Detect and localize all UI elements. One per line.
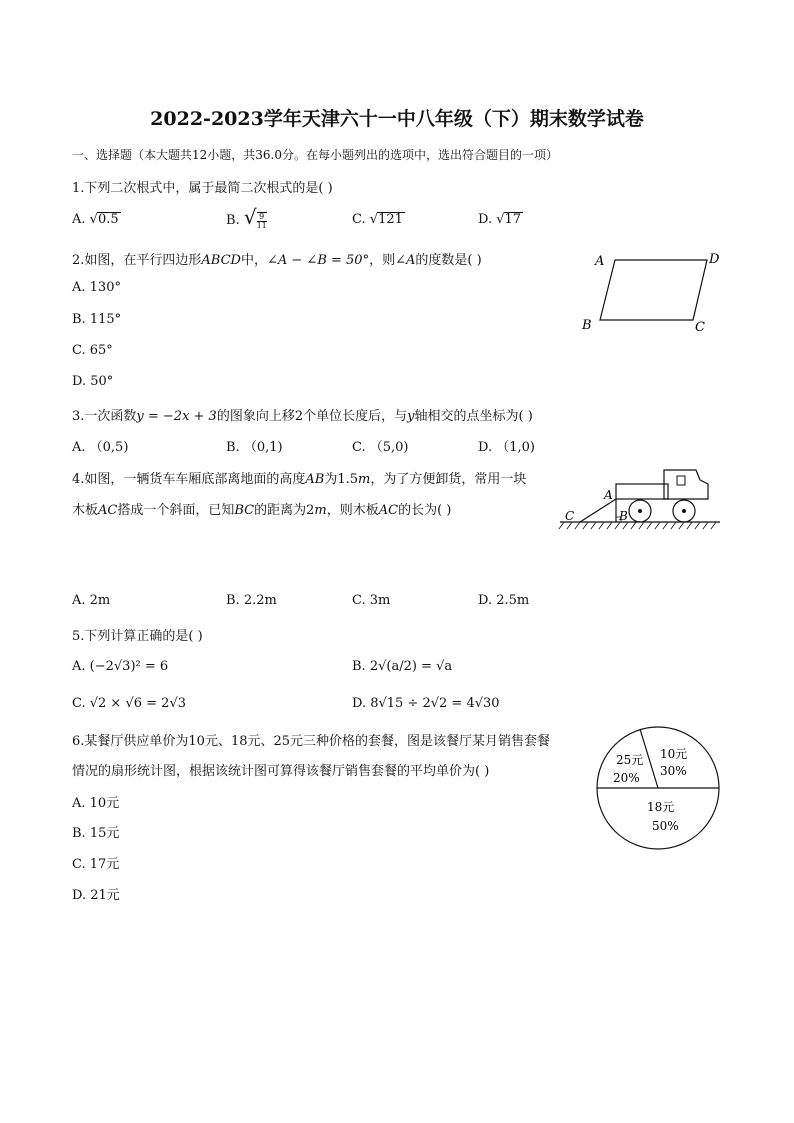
q2-option-b: B. 115° xyxy=(72,312,122,327)
section-heading: 一、选择题（本大题共12小题，共36.0分。在每小题列出的选项中，选出符合题目的一项） xyxy=(72,148,558,162)
q4-option-b: B. 2.2m xyxy=(226,593,277,608)
question-6-stem-line1: 6.某餐厅供应单价为10元、18元、25元三种价格的套餐，图是该餐厅某月销售套餐 xyxy=(72,734,551,749)
vertex-d-label: D xyxy=(709,252,720,267)
question-4-stem-line2: 木板AC搭成一个斜面，已知BC的距离为2m，则木板AC的长为( ) xyxy=(72,503,452,518)
q1-option-b: B. √ $\frac{9}{11}$ xyxy=(226,205,267,230)
slice-18-label: 18元 xyxy=(647,800,675,814)
q5-option-a: A. (−2√3)² = 6 xyxy=(72,659,169,674)
truck-ramp-figure xyxy=(558,462,723,534)
slice-10-label: 10元 xyxy=(660,747,688,761)
pie-chart-figure xyxy=(594,724,724,854)
q6-option-a: A. 10元 xyxy=(72,796,120,811)
q4-option-d: D. 2.5m xyxy=(478,593,530,608)
q3-option-b: B. （0,1) xyxy=(226,440,283,455)
q2-option-d: D. 50° xyxy=(72,374,114,389)
point-b-label: B xyxy=(619,509,628,523)
question-6-stem-line2: 情况的扇形统计图，根据该统计图可算得该餐厅销售套餐的平均单价为( ) xyxy=(72,764,490,779)
slice-25-label: 25元 xyxy=(616,753,644,767)
q3-option-d: D. （1,0) xyxy=(478,440,535,455)
question-4-stem-line1: 4.如图，一辆货车车厢底部离地面的高度AB为1.5m，为了方便卸货，常用一块 xyxy=(72,472,527,487)
q1-option-d: D. √17 xyxy=(478,212,522,227)
vertex-a-label: A xyxy=(595,254,605,269)
slice-10-pct: 30% xyxy=(660,764,687,778)
q1-option-a: A. √0.5 xyxy=(72,212,119,227)
vertex-b-label: B xyxy=(582,318,592,333)
question-2-stem: 2.如图，在平行四边形ABCD中，∠A − ∠B = 50°，则∠A的度数是( ) xyxy=(72,253,482,268)
point-a-label: A xyxy=(604,488,613,502)
q6-option-c: C. 17元 xyxy=(72,857,120,872)
parallelogram-figure xyxy=(575,248,725,340)
question-5-stem: 5.下列计算正确的是( ) xyxy=(72,629,203,644)
q3-option-c: C. （5,0) xyxy=(352,440,409,455)
question-1-stem: 1.下列二次根式中，属于最简二次根式的是( ) xyxy=(72,181,333,196)
question-3-stem: 3.一次函数y = −2x + 3的图象向上移2个单位长度后，与y轴相交的点坐标为( ) xyxy=(72,409,533,424)
q4-option-a: A. 2m xyxy=(72,593,111,608)
q5-option-d: D. 8√15 ÷ 2√2 = 4√30 xyxy=(352,696,500,711)
q5-option-b: B. 2√(a/2) = √a xyxy=(352,659,453,674)
q5-option-c: C. √2 × √6 = 2√3 xyxy=(72,696,186,711)
q6-option-d: D. 21元 xyxy=(72,888,120,903)
q2-option-c: C. 65° xyxy=(72,343,113,358)
slice-18-pct: 50% xyxy=(652,819,679,833)
page-title: 2022-2023学年天津六十一中八年级（下）期末数学试卷 xyxy=(150,108,644,130)
q3-option-a: A. （0,5) xyxy=(72,440,129,455)
q1-option-c: C. √121 xyxy=(352,212,403,227)
q2-option-a: A. 130° xyxy=(72,280,121,295)
q6-option-b: B. 15元 xyxy=(72,826,120,841)
slice-25-pct: 20% xyxy=(613,771,640,785)
vertex-c-label: C xyxy=(695,320,705,335)
q4-option-c: C. 3m xyxy=(352,593,391,608)
point-c-label: C xyxy=(565,509,575,523)
